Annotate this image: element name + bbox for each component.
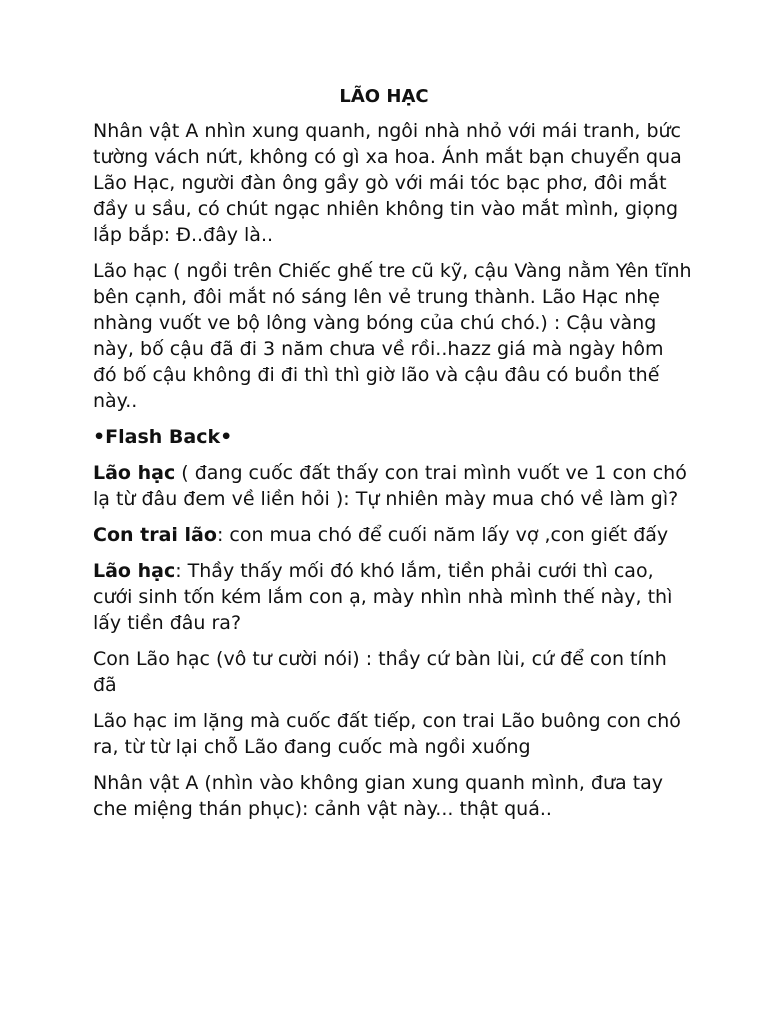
paragraph-lao-hac-monologue: Lão hạc ( ngồi trên Chiếc ghế tre cũ kỹ, cậu Vàng nằm Yên tĩnh bên cạnh, đôi mắt nó sáng lên vẻ trung thành. Lão Hạc nhẹ nhàng vuốt ve bộ lông vàng bóng của chú chó.) : Cậu vàng này, bố cậu đã đi 3 năm chưa về rồi..hazz giá mà ngày hôm đó bố cậu không đi đi thì thì giờ lão và cậu đâu có buồn thế này.. — [93, 260, 692, 412]
speaker-name: Con trai lão — [93, 524, 217, 546]
dialogue-text: ( đang cuốc đất thấy con trai mình vuốt ve 1 con chó lạ từ đâu đem về liền hỏi ): Tự nhiên mày mua chó về làm gì? — [93, 462, 687, 510]
document-title: LÃO HẠC — [339, 86, 429, 107]
speaker-name: Lão hạc — [93, 560, 176, 582]
dialogue-lao-hac-2 — [93, 558, 693, 636]
dialogue-lao-hac-1 — [93, 460, 693, 512]
speaker-name: Lão hạc — [93, 462, 176, 484]
document-page — [93, 84, 693, 832]
dialogue-son-1 — [93, 522, 693, 548]
dialogue-son-2: Con Lão hạc (vô tư cười nói) : thầy cứ bàn lùi, cứ để con tính đã — [93, 648, 667, 696]
dialogue-text: : Thầy thấy mối đó khó lắm, tiền phải cưới thì cao, cưới sinh tốn kém lắm con ạ, mày nhìn nhà mình thế này, thì lấy tiền đâu ra? — [93, 560, 673, 634]
paragraph-intro: Nhân vật A nhìn xung quanh, ngôi nhà nhỏ với mái tranh, bức tường vách nứt, không có gì xa hoa. Ánh mắt bạn chuyển qua Lão Hạc, người đàn ông gầy gò với mái tóc bạc phơ, đôi mắt đầy u sầu, có chút ngạc nhiên không tin vào mắt mình, giọng lắp bắp: Đ..đây là.. — [93, 120, 682, 246]
narration-paragraph: Lão hạc im lặng mà cuốc đất tiếp, con trai Lão buông con chó ra, từ từ lại chỗ Lão đang cuốc mà ngồi xuống — [93, 710, 681, 758]
paragraph-closing: Nhân vật A (nhìn vào không gian xung quanh mình, đưa tay che miệng thán phục): cảnh vật này... thật quá.. — [93, 772, 664, 820]
flashback-heading: •Flash Back• — [93, 426, 233, 448]
dialogue-text: : con mua chó để cuối năm lấy vợ ,con giết đấy — [216, 524, 669, 546]
